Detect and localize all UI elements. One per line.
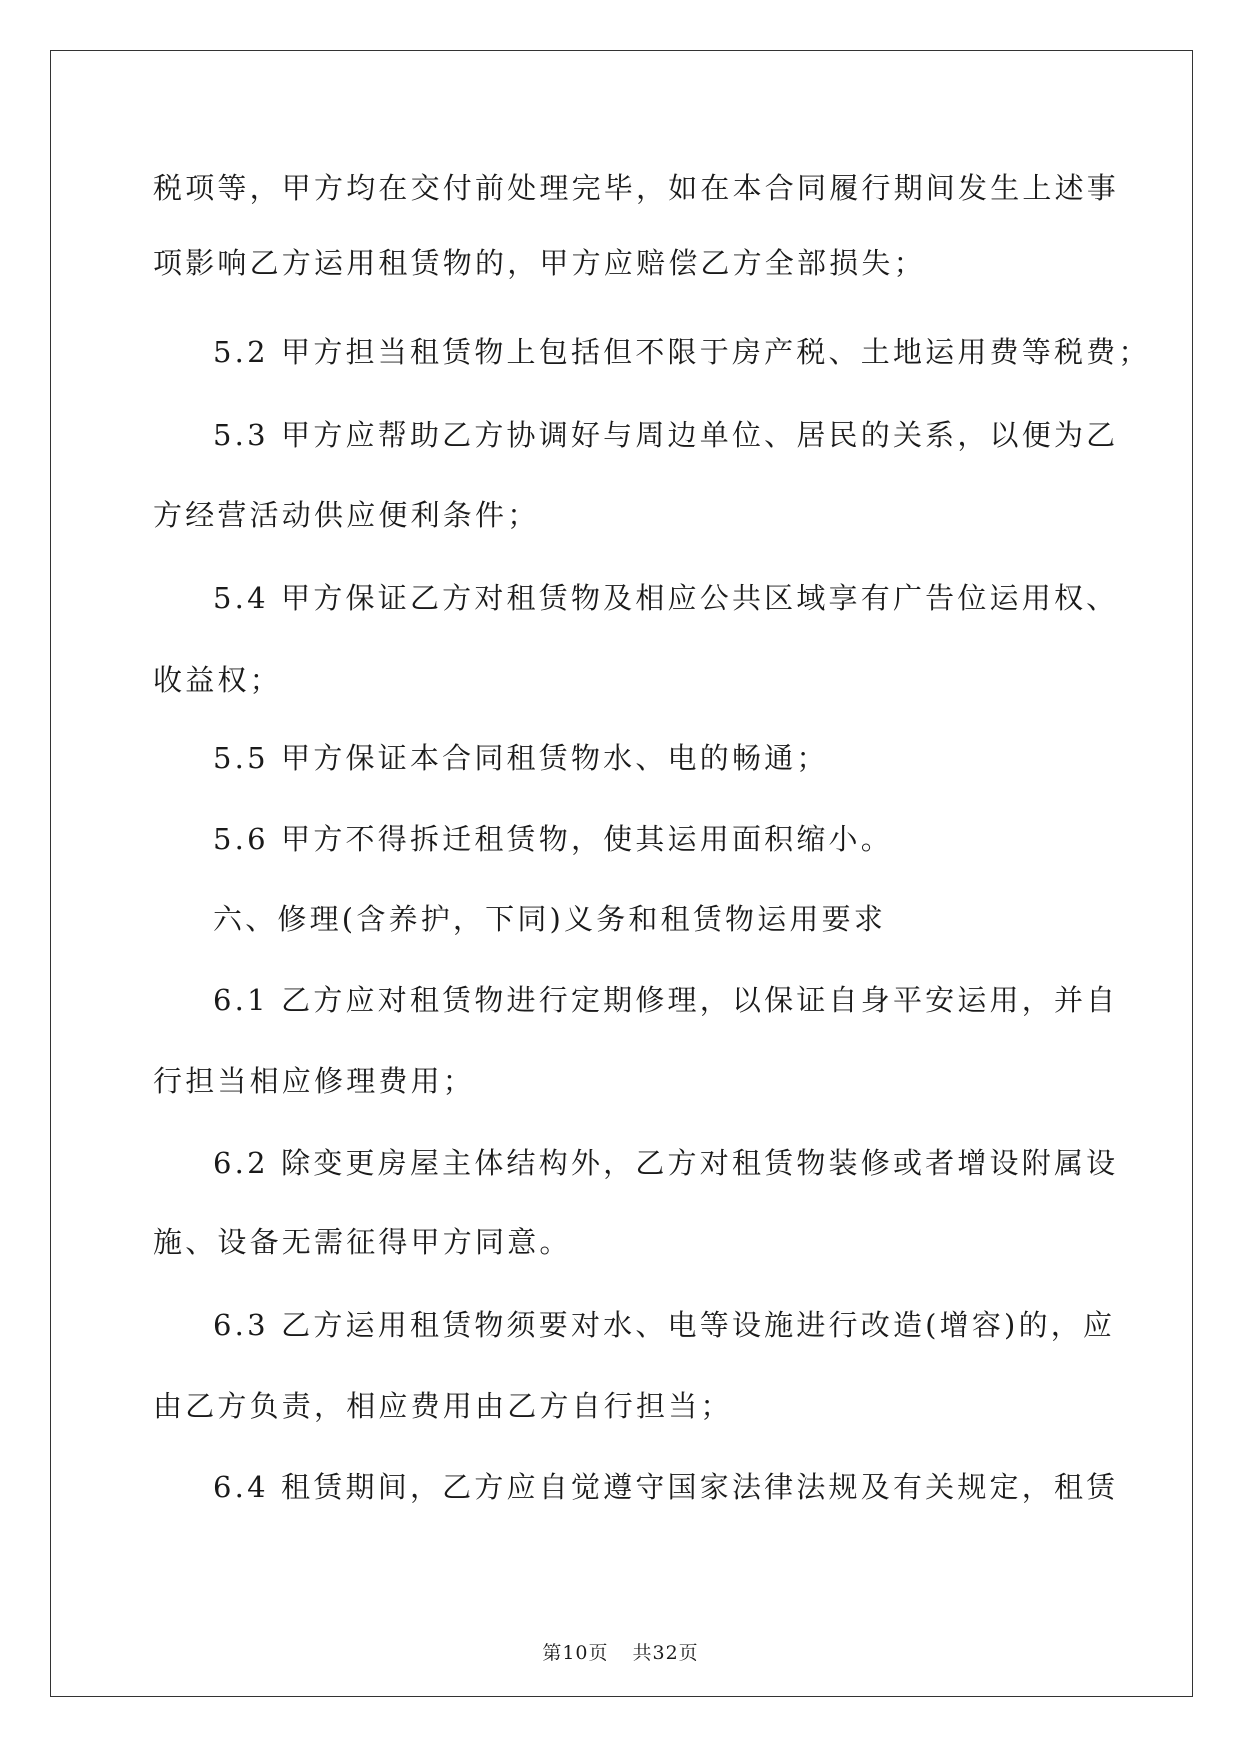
paragraph-line: 由乙方负责，相应费用由乙方自行担当； — [153, 1389, 733, 1423]
page-border — [50, 50, 1193, 1697]
paragraph-line: 6.4 租赁期间，乙方应自觉遵守国家法律法规及有关规定，租赁 — [213, 1470, 1119, 1504]
paragraph-line: 5.2 甲方担当租赁物上包括但不限于房产税、土地运用费等税费； — [213, 335, 1151, 369]
paragraph-line: 施、设备无需征得甲方同意。 — [153, 1225, 572, 1259]
paragraph-line: 5.4 甲方保证乙方对租赁物及相应公共区域享有广告位运用权、 — [213, 581, 1119, 615]
paragraph-line: 5.3 甲方应帮助乙方协调好与周边单位、居民的关系，以便为乙 — [213, 418, 1119, 452]
page-total: 共32页 — [632, 1642, 699, 1664]
page-footer — [0, 1638, 1241, 1665]
paragraph-line: 收益权； — [153, 663, 282, 697]
paragraph-line: 5.6 甲方不得拆迁租赁物，使其运用面积缩小。 — [213, 822, 893, 856]
paragraph-line: 税项等，甲方均在交付前处理完毕，如在本合同履行期间发生上述事 — [153, 171, 1120, 205]
section-heading: 六、修理(含养护，下同)义务和租赁物运用要求 — [213, 902, 887, 936]
paragraph-line: 行担当相应修理费用； — [153, 1064, 476, 1098]
page-number: 第10页 — [542, 1642, 609, 1664]
paragraph-line: 6.3 乙方运用租赁物须要对水、电等设施进行改造(增容)的，应 — [213, 1308, 1116, 1342]
paragraph-line: 5.5 甲方保证本合同租赁物水、电的畅通； — [213, 741, 829, 775]
paragraph-line: 6.1 乙方应对租赁物进行定期修理，以保证自身平安运用，并自 — [213, 983, 1119, 1017]
paragraph-line: 项影响乙方运用租赁物的，甲方应赔偿乙方全部损失； — [153, 246, 926, 280]
paragraph-line: 方经营活动供应便利条件； — [153, 498, 540, 532]
paragraph-line: 6.2 除变更房屋主体结构外，乙方对租赁物装修或者增设附属设 — [213, 1146, 1119, 1180]
